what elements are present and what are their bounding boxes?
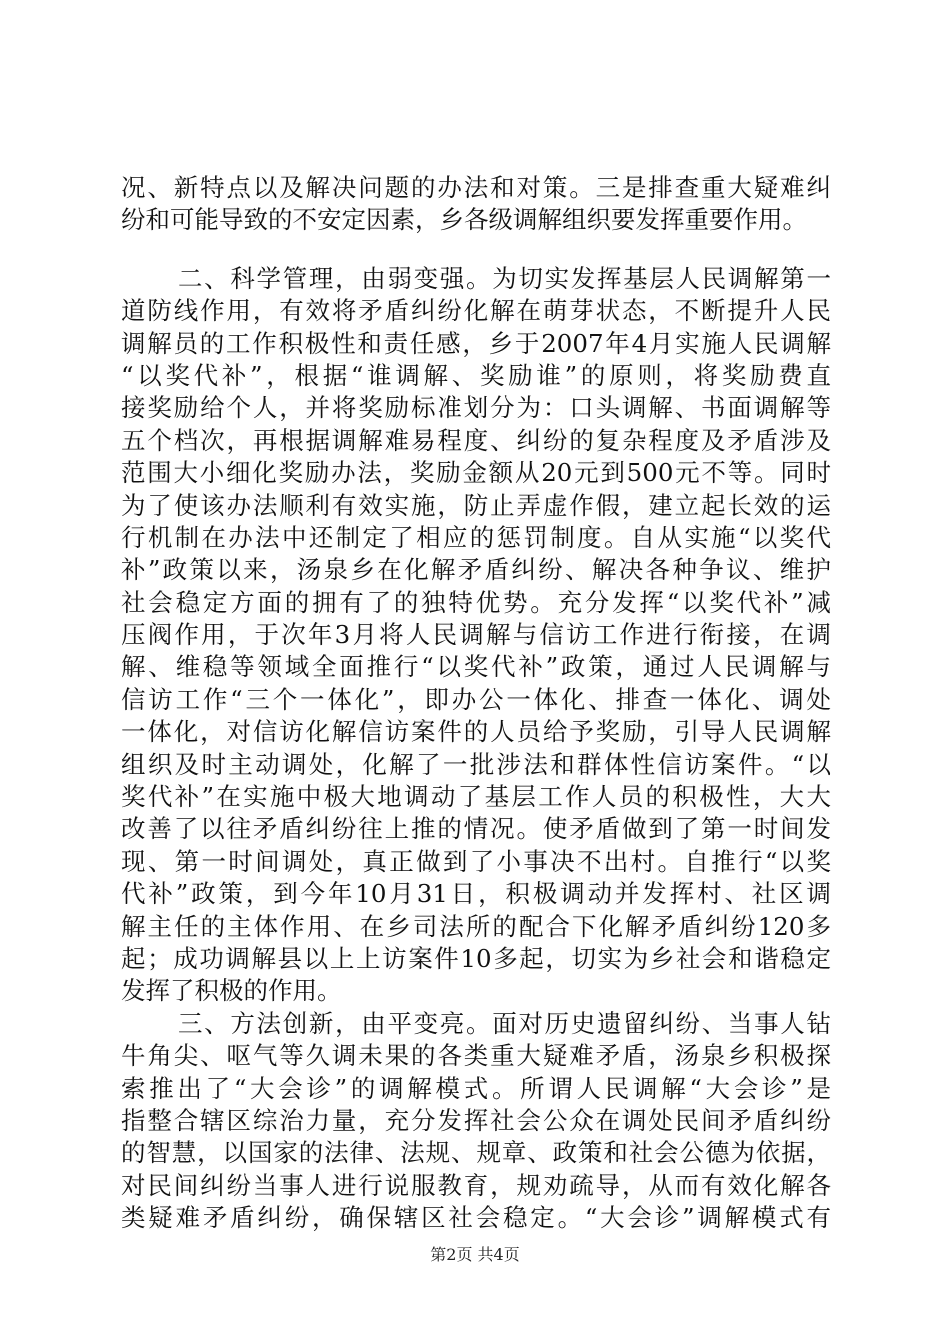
text-line: “以奖代补”，根据“谁调解、奖励谁”的原则，将奖励费直	[121, 360, 831, 390]
document-body	[121, 172, 831, 1235]
text-line: 况、新特点以及解决问题的办法和对策。三是排查重大疑难纠	[121, 173, 831, 202]
text-line: 组织及时主动调处，化解了一批涉法和群体性信访案件。“以	[121, 749, 831, 779]
text-line: 发挥了积极的作用。	[121, 976, 342, 1006]
page-number-footer: 第2页 共4页	[430, 1245, 520, 1264]
text-line: 二、科学管理，由弱变强。为切实发挥基层人民调解第一	[178, 263, 831, 293]
paragraph-3	[121, 1008, 831, 1235]
text-line: 改善了以往矛盾纠纷往上推的情况。使矛盾做到了第一时间发	[121, 814, 831, 844]
text-line: 对民间纠纷当事人进行说服教育，规劝疏导，从而有效化解各	[121, 1170, 831, 1200]
text-line: 纷和可能导致的不安定因素，乡各级调解组织要发挥重要作用。	[121, 205, 807, 235]
text-line: 为了使该办法顺利有效实施，防止弄虚作假，建立起长效的运	[121, 490, 831, 520]
text-line: 解、维稳等领域全面推行“以奖代补”政策，通过人民调解与	[121, 652, 831, 682]
text-line: 调解员的工作积极性和责任感，乡于2007年4月实施人民调解	[121, 328, 831, 358]
text-line: 社会稳定方面的拥有了的独特优势。充分发挥“以奖代补”减	[121, 587, 831, 617]
text-line: 一体化，对信访化解信访案件的人员给予奖励，引导人民调解	[121, 717, 831, 747]
text-line: 接奖励给个人，并将奖励标准划分为：口头调解、书面调解等	[121, 393, 831, 423]
text-line: 现、第一时间调处，真正做到了小事决不出村。自推行“以奖	[121, 846, 831, 876]
text-line: 三、方法创新，由平变亮。面对历史遗留纠纷、当事人钻	[178, 1008, 831, 1038]
text-line: 行机制在办法中还制定了相应的惩罚制度。自从实施“以奖代	[121, 522, 831, 552]
text-line: 压阀作用，于次年3月将人民调解与信访工作进行衔接，在调	[121, 620, 831, 650]
text-line: 信访工作“三个一体化”，即办公一体化、排查一体化、调处	[121, 684, 831, 714]
text-line: 起；成功调解县以上上访案件10多起，切实为乡社会和谐稳定	[121, 943, 831, 973]
text-line: 道防线作用，有效将矛盾纠纷化解在萌芽状态，不断提升人民	[121, 296, 831, 326]
paragraph-2	[121, 263, 831, 1008]
text-line: 索推出了“大会诊”的调解模式。所谓人民调解“大会诊”是	[121, 1073, 831, 1103]
paragraph-1	[121, 172, 831, 237]
text-line: 类疑难矛盾纠纷，确保辖区社会稳定。“大会诊”调解模式有	[121, 1203, 831, 1233]
text-line: 解主任的主体作用、在乡司法所的配合下化解矛盾纠纷120多	[121, 911, 831, 941]
text-line: 奖代补”在实施中极大地调动了基层工作人员的积极性，大大	[121, 782, 831, 812]
text-line: 范围大小细化奖励办法，奖励金额从20元到500元不等。同时	[121, 458, 831, 488]
text-line: 补”政策以来，汤泉乡在化解矛盾纠纷、解决各种争议、维护	[121, 555, 831, 585]
text-line: 代补”政策，到今年10月31日，积极调动并发挥村、社区调	[121, 879, 831, 909]
text-line: 的智慧，以国家的法律、法规、规章、政策和社会公德为依据，	[121, 1138, 831, 1168]
paragraph-spacer	[121, 237, 831, 263]
text-line: 五个档次，再根据调解难易程度、纠纷的复杂程度及矛盾涉及	[121, 425, 831, 455]
text-line: 指整合辖区综治力量，充分发挥社会公众在调处民间矛盾纠纷	[121, 1105, 831, 1135]
text-line: 牛角尖、呕气等久调未果的各类重大疑难矛盾，汤泉乡积极探	[121, 1041, 831, 1071]
